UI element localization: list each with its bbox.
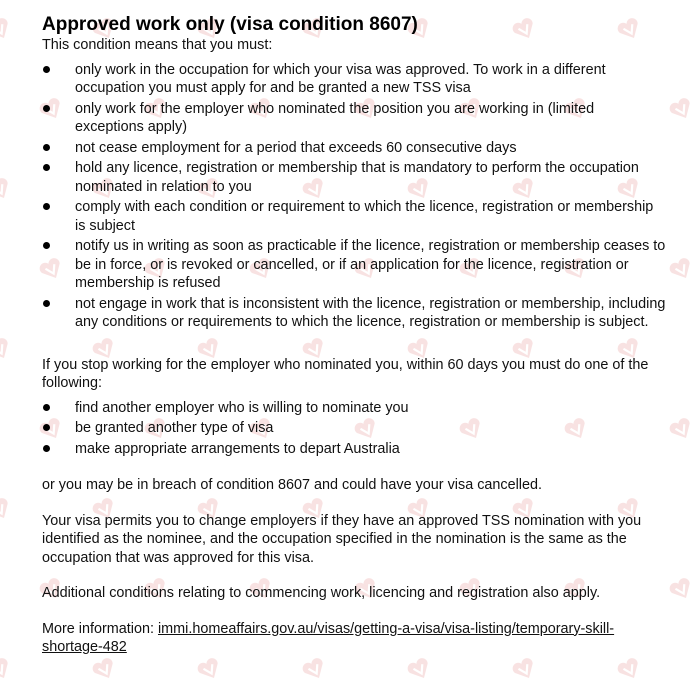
list-item: find another employer who is willing to nominate you bbox=[42, 399, 666, 418]
list-item: be granted another type of visa bbox=[42, 419, 666, 438]
list-item: notify us in writing as soon as practicable if the licence, registration or membership ceases to be in force, or is revoked or cancelled, or if an application for the licence, registration or membership is refused bbox=[42, 237, 666, 293]
more-info-label: More information: bbox=[42, 620, 158, 637]
bullet-icon bbox=[43, 203, 50, 210]
list-item: hold any licence, registration or membership that is mandatory to perform the occupation nominated in relation to you bbox=[42, 159, 666, 196]
bullet-icon bbox=[43, 242, 50, 249]
breach-note: or you may be in breach of condition 8607 and could have your visa cancelled. bbox=[42, 477, 542, 493]
document-title: Approved work only (visa condition 8607) bbox=[42, 14, 418, 35]
additional-conditions-note: Additional conditions relating to commencing work, licencing and registration also apply. bbox=[42, 585, 601, 601]
list-item: not cease employment for a period that exceeds 60 consecutive days bbox=[42, 139, 666, 158]
list-item: comply with each condition or requirement to which the licence, registration or membership is subject bbox=[42, 198, 666, 235]
list-item: not engage in work that is inconsistent with the licence, registration or membership, including any conditions or requirements to which the licence, registration or membership is subject. bbox=[42, 295, 666, 332]
change-employers-note: Your visa permits you to change employers if they have an approved TSS nomination with you identified as the nominee, and the occupation specified in the nomination is the same as the occupation that was approved for this visa. bbox=[42, 512, 642, 566]
stop-working-intro: If you stop working for the employer who nominated you, within 60 days you must do one of the following: bbox=[42, 356, 649, 391]
bullet-icon bbox=[43, 424, 50, 431]
list-item: only work for the employer who nominated the position you are working in (limited exceptions apply) bbox=[42, 100, 666, 137]
bullet-icon bbox=[43, 164, 50, 171]
bullet-icon bbox=[43, 445, 50, 452]
more-info-link[interactable]: immi.homeaffairs.gov.au/visas/getting-a-visa/visa-listing/temporary-skill-shortage-482 bbox=[42, 620, 615, 655]
obligations-list bbox=[42, 61, 666, 332]
list-item: make appropriate arrangements to depart Australia bbox=[42, 440, 666, 459]
bullet-icon bbox=[43, 300, 50, 307]
stop-working-options-list bbox=[42, 399, 666, 459]
bullet-icon bbox=[43, 404, 50, 411]
bullet-icon bbox=[43, 105, 50, 112]
list-item: only work in the occupation for which your visa was approved. To work in a different occupation you must apply for and be granted a new TSS visa bbox=[42, 61, 666, 98]
intro-text: This condition means that you must: bbox=[42, 37, 273, 53]
bullet-icon bbox=[43, 144, 50, 151]
more-information bbox=[42, 620, 666, 657]
bullet-icon bbox=[43, 66, 50, 73]
